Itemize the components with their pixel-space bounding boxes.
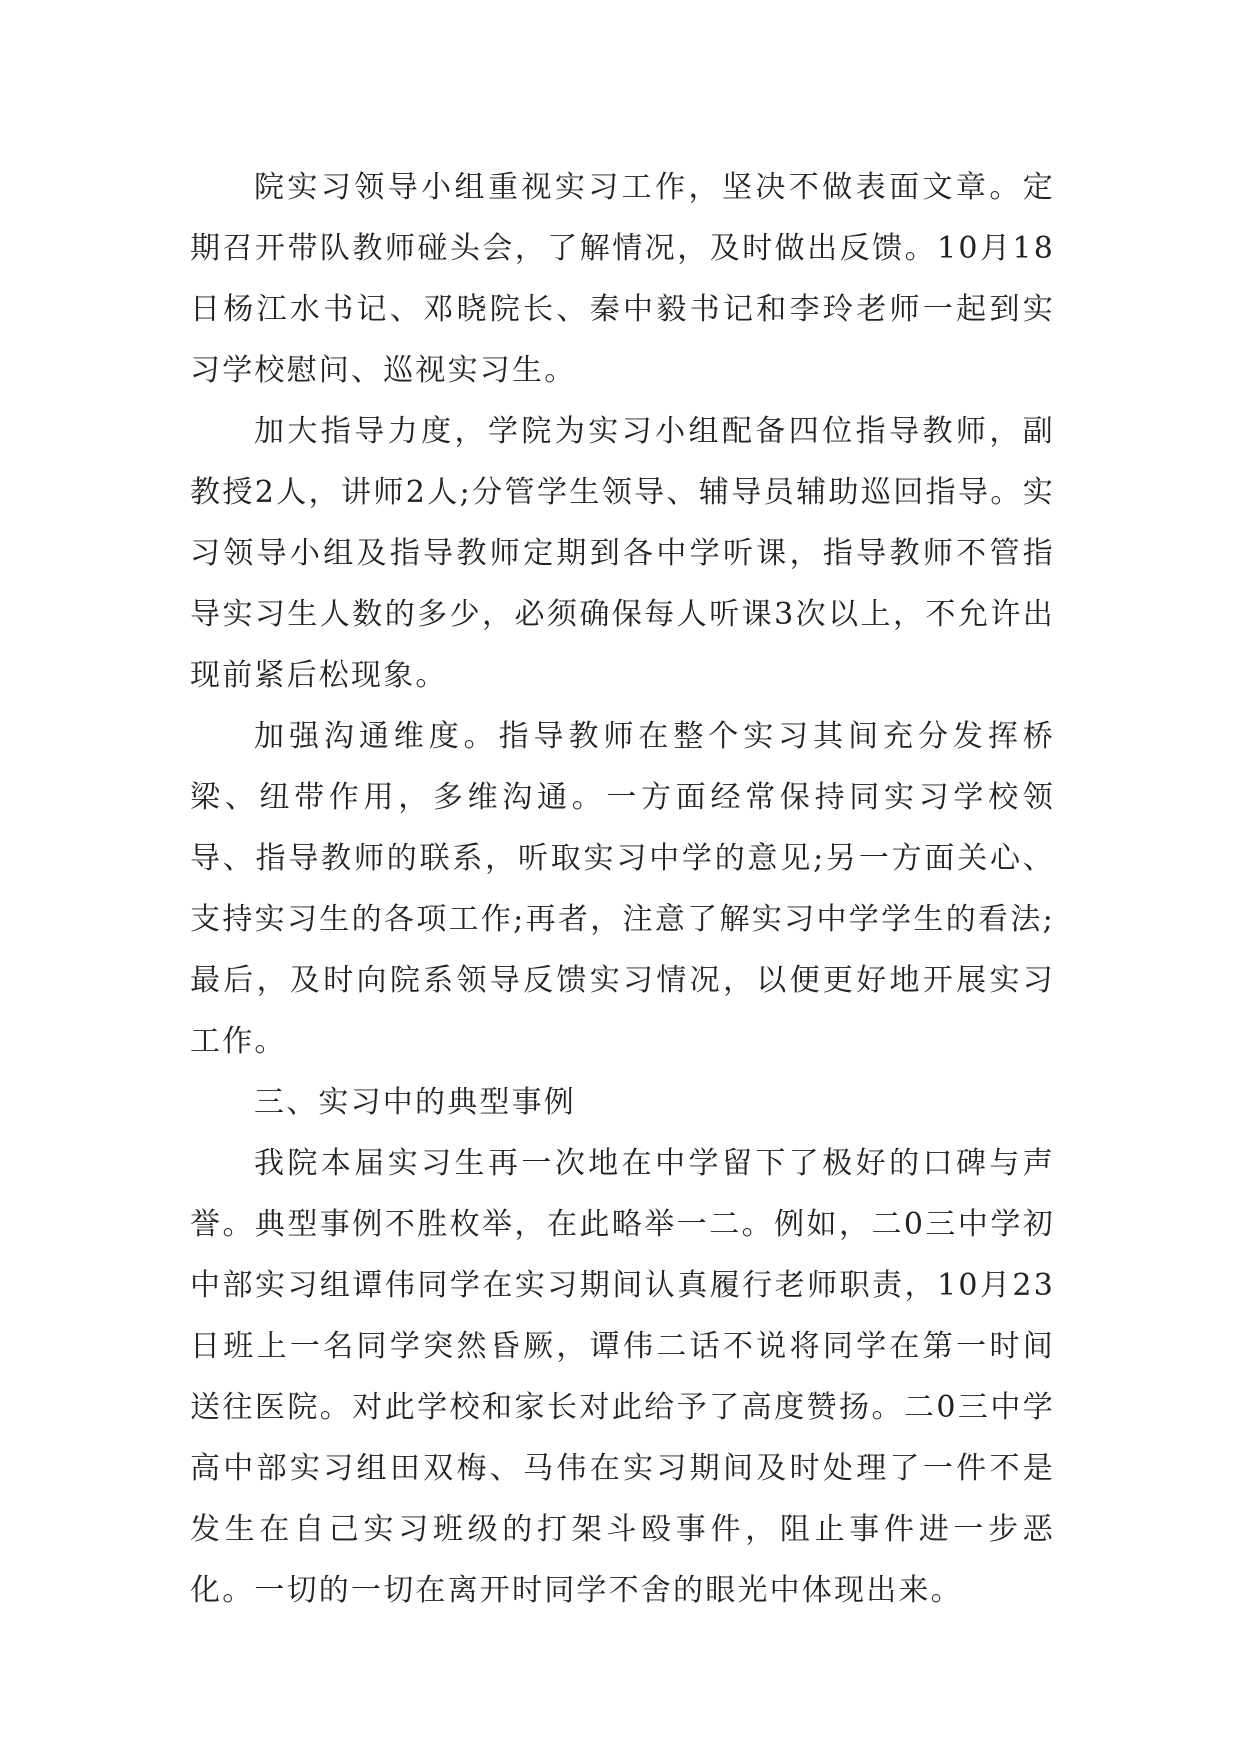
paragraph-communication: 加强沟通维度。指导教师在整个实习其间充分发挥桥梁、纽带作用，多维沟通。一方面经常保持同实习学校领导、指导教师的联系，听取实习中学的意见;另一方面关心、支持实习生的各项工作;再者，注意了解实习中学学生的看法;最后，及时向院系领导反馈实习情况，以便更好地开展实习工作。 <box>190 719 1055 1059</box>
section-heading-typical-cases: 三、实习中的典型事例 <box>254 1085 576 1120</box>
document-body <box>190 157 1055 1621</box>
paragraph-typical-cases: 我院本届实习生再一次地在中学留下了极好的口碑与声誉。典型事例不胜枚举，在此略举一二。例如，二0三中学初中部实习组谭伟同学在实习期间认真履行老师职责，10月23日班上一名同学突然昏厥，谭伟二话不说将同学在第一时间送往医院。对此学校和家长对此给予了高度赞扬。二0三中学高中部实习组田双梅、马伟在实习期间及时处理了一件不是发生在自己实习班级的打架斗殴事件，阻止事件进一步恶化。一切的一切在离开时同学不舍的眼光中体现出来。 <box>190 1146 1055 1608</box>
paragraph-leadership: 院实习领导小组重视实习工作，坚决不做表面文章。定期召开带队教师碰头会，了解情况，及时做出反馈。10月18日杨江水书记、邓晓院长、秦中毅书记和李玲老师一起到实习学校慰问、巡视实习生。 <box>190 170 1055 388</box>
paragraph-guidance: 加大指导力度，学院为实习小组配备四位指导教师，副教授2人，讲师2人;分管学生领导、辅导员辅助巡回指导。实习领导小组及指导教师定期到各中学听课，指导教师不管指导实习生人数的多少，必须确保每人听课3次以上，不允许出现前紧后松现象。 <box>190 414 1055 693</box>
